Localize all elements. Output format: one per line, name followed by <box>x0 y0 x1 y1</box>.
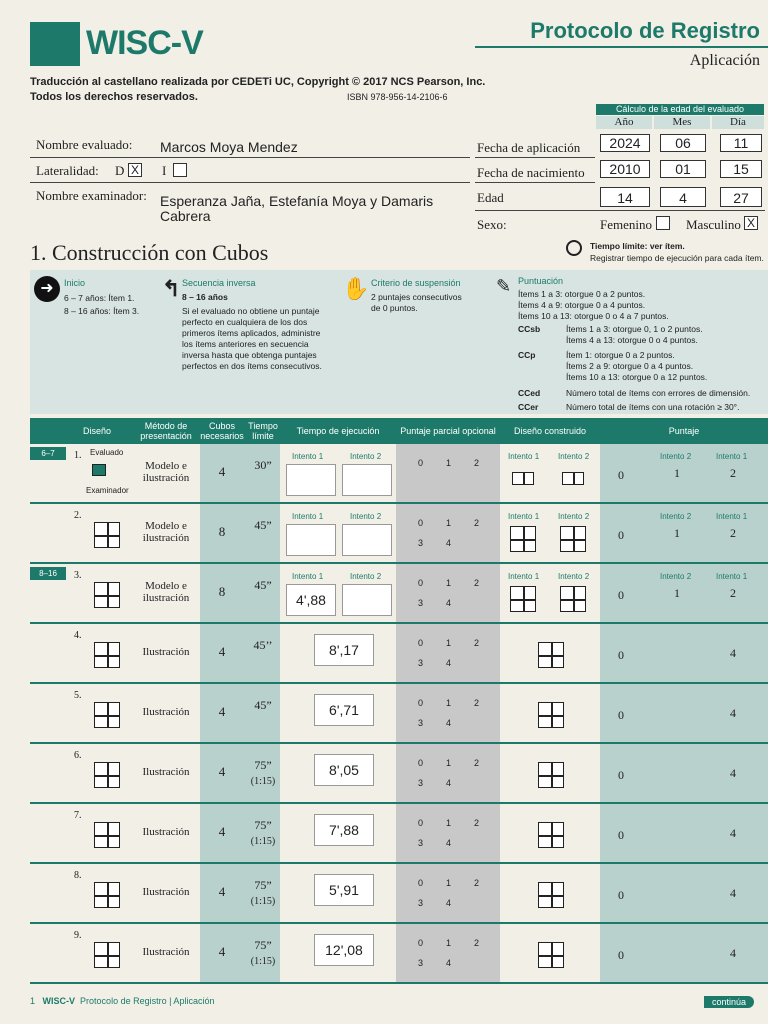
partial-score-option[interactable]: 4 <box>446 838 452 848</box>
partial-score-option[interactable]: 3 <box>418 838 424 848</box>
built-design[interactable] <box>538 642 564 668</box>
score-head-a: Intento 2 <box>660 572 692 581</box>
score-0[interactable]: 0 <box>618 828 624 842</box>
ccer-l1: Número total de ítems con una rotación ≥ 30°. <box>566 402 740 412</box>
method-cell: Ilustración <box>142 886 190 898</box>
partial-score-option[interactable]: 0 <box>418 578 424 588</box>
ccp-l3: Ítems 10 a 13: otorgue 0 a 12 puntos. <box>566 372 708 382</box>
app-year[interactable]: 2024 <box>600 134 650 152</box>
design-pattern-icon <box>94 942 120 968</box>
cubes-cell: 4 <box>218 944 226 959</box>
partial-score-option[interactable]: 3 <box>418 658 424 668</box>
time-limit-cell: 45” <box>254 517 272 532</box>
page-subtitle: Aplicación <box>689 52 760 69</box>
score-0[interactable]: 0 <box>618 768 624 782</box>
partial-score-option[interactable]: 4 <box>446 538 452 548</box>
examiner-label: Nombre examinador: <box>36 188 147 203</box>
item-number: 5. <box>74 690 82 701</box>
start-arrow-icon: ➜ <box>34 276 60 302</box>
exec-time[interactable]: 6',71 <box>314 694 374 726</box>
discontinue-l2: de 0 puntos. <box>371 303 418 313</box>
ccp-l1: Ítem 1: otorgue 0 a 2 puntos. <box>566 350 675 360</box>
score-column <box>600 444 768 984</box>
time-limit-cell: 45” <box>254 577 272 592</box>
divider <box>475 210 765 211</box>
rights-line: Todos los derechos reservados. <box>30 91 198 103</box>
score-2[interactable]: 2 <box>730 526 736 540</box>
score-1[interactable]: 1 <box>674 586 680 600</box>
laterality-d-label: D <box>115 163 125 178</box>
attempt-1-label: Intento 1 <box>292 452 324 461</box>
design-pattern-icon <box>94 642 120 668</box>
exec-time[interactable]: 8',17 <box>314 634 374 666</box>
exec-time[interactable]: 7',88 <box>314 814 374 846</box>
built-attempt-2-label: Intento 2 <box>558 512 590 521</box>
attempt-1-label: Intento 1 <box>292 572 324 581</box>
score-0[interactable]: 0 <box>618 888 624 902</box>
score-0[interactable]: 0 <box>618 468 624 482</box>
item-number: 2. <box>74 510 82 521</box>
th-time: Tiempo límite <box>248 421 278 441</box>
built-design-1[interactable] <box>510 526 536 552</box>
divider <box>475 157 595 158</box>
row-divider <box>30 562 768 564</box>
stopwatch-icon <box>566 240 582 256</box>
divider <box>475 182 595 183</box>
age-month[interactable]: 4 <box>660 187 706 207</box>
time-limit: Tiempo límite: ver ítem. <box>590 241 685 251</box>
discontinue-label: Criterio de suspensión <box>371 278 461 288</box>
partial-score-option[interactable]: 4 <box>446 658 452 668</box>
exec-time-attempt-1[interactable]: 4',88 <box>286 584 336 616</box>
score-head-b: Intento 1 <box>716 452 748 461</box>
score-0[interactable]: 0 <box>618 528 624 542</box>
built-design-1[interactable] <box>510 586 536 612</box>
partial-score-option[interactable]: 3 <box>418 958 424 968</box>
partial-score-option[interactable]: 1 <box>446 578 452 588</box>
partial-score-option[interactable]: 0 <box>418 878 424 888</box>
attempt-2-label: Intento 2 <box>350 512 382 521</box>
item-number: 7. <box>74 810 82 821</box>
partial-score-option[interactable]: 2 <box>474 458 480 468</box>
time-limit-cell: 45” <box>254 697 272 712</box>
reverse-l7: perfectos en dos ítems consecutivos. <box>182 361 322 371</box>
birth-year[interactable]: 2010 <box>600 160 650 178</box>
time-limit-alt: (1:15) <box>250 775 276 787</box>
scoring-l2: Ítems 4 a 9: otorgue 0 a 4 puntos. <box>518 300 646 310</box>
cubes-cell: 4 <box>218 824 226 839</box>
item-number: 6. <box>74 750 82 761</box>
score-4[interactable]: 4 <box>730 886 736 900</box>
discontinue-l1: 2 puntajes consecutivos <box>371 292 462 302</box>
laterality-i-checkbox[interactable] <box>173 163 187 177</box>
age-year[interactable]: 14 <box>600 187 650 207</box>
method-cell: Ilustración <box>142 766 190 778</box>
partial-score-option[interactable]: 0 <box>418 458 424 468</box>
th-design: Diseño <box>82 426 111 436</box>
female-label: Femenino <box>600 217 652 232</box>
start-line-2: 8 – 16 años: Ítem 3. <box>64 306 140 316</box>
footer <box>30 996 214 1006</box>
partial-score-option[interactable]: 3 <box>418 898 424 908</box>
partial-score-option[interactable]: 1 <box>446 818 452 828</box>
partial-score-option[interactable]: 3 <box>418 718 424 728</box>
ccp-label: CCp <box>518 350 536 360</box>
reverse-l6: inversa hasta que obtenga puntajes <box>182 350 317 360</box>
score-2[interactable]: 2 <box>730 466 736 480</box>
partial-score-option[interactable]: 0 <box>418 818 424 828</box>
copyright-line: Traducción al castellano realizada por CEDETi UC, Copyright © 2017 NCS Pearson, Inc. <box>30 76 486 88</box>
female-checkbox[interactable] <box>656 216 670 230</box>
score-head-a: Intento 2 <box>660 512 692 521</box>
ccsb-l2: Ítems 4 a 13: otorgue 0 o 4 puntos. <box>566 335 698 345</box>
footer-page: 1 <box>30 996 36 1006</box>
exec-time-attempt-2[interactable] <box>342 524 392 556</box>
row-divider <box>30 862 768 864</box>
time-limit-cell: 45’’ <box>253 637 273 652</box>
start-label: Inicio <box>64 278 86 288</box>
exec-time-attempt-1[interactable] <box>286 524 336 556</box>
scoring-l3: Ítems 10 a 13: otorgue 0 o 4 a 7 puntos. <box>518 311 669 321</box>
divider <box>30 157 470 158</box>
th-exec: Tiempo de ejecución <box>296 426 380 436</box>
row-divider <box>30 982 768 984</box>
th-partial: Puntaje parcial opcional <box>400 426 496 436</box>
partial-score-option[interactable]: 2 <box>474 698 480 708</box>
design-pattern-icon <box>94 522 120 548</box>
laterality-i-label: I <box>162 163 167 178</box>
partial-score-option[interactable]: 1 <box>446 938 452 948</box>
score-4[interactable]: 4 <box>730 766 736 780</box>
time-limit-cell: 30” <box>254 457 272 472</box>
partial-score-option[interactable]: 4 <box>446 898 452 908</box>
attempt-1-label: Intento 1 <box>292 512 324 521</box>
header-divider <box>475 46 768 48</box>
attempt-2-label: Intento 2 <box>350 452 382 461</box>
built-attempt-1-label: Intento 1 <box>508 512 540 521</box>
reverse-l1: 8 – 16 años <box>182 292 228 302</box>
stop-hand-icon: ✋ <box>342 276 370 301</box>
method-cell: Ilustración <box>142 826 190 838</box>
score-0[interactable]: 0 <box>618 588 624 602</box>
age-calc-title: Cálculo de la edad del evaluado <box>596 104 764 115</box>
male-label: Masculino <box>686 217 741 232</box>
design-pattern-icon <box>94 762 120 788</box>
cubes-cell: 4 <box>218 764 226 779</box>
exec-time[interactable]: 5',91 <box>314 874 374 906</box>
col-month: Mes <box>654 116 710 129</box>
th-score: Puntaje <box>668 426 700 436</box>
design-model-icon <box>92 464 106 476</box>
age-label: Edad <box>477 190 504 205</box>
cced-l1: Número total de ítems con errores de dimensión. <box>566 388 751 398</box>
partial-score-option[interactable]: 0 <box>418 938 424 948</box>
partial-score-option[interactable]: 3 <box>418 538 424 548</box>
built-design-1[interactable] <box>512 472 534 485</box>
sex-label: Sexo: <box>477 217 507 232</box>
age-day[interactable]: 27 <box>720 187 762 207</box>
partial-score-option[interactable]: 2 <box>474 758 480 768</box>
footer-brand: WISC-V <box>42 996 76 1006</box>
reverse-l3: perfecto en cualquiera de los dos <box>182 317 308 327</box>
built-attempt-2-label: Intento 2 <box>558 452 590 461</box>
score-head-a: Intento 2 <box>660 452 692 461</box>
item-number: 9. <box>74 930 82 941</box>
col-year: Año <box>596 116 652 129</box>
birth-day[interactable]: 15 <box>720 160 762 178</box>
score-4[interactable]: 4 <box>730 946 736 960</box>
th-method: Método de presentación <box>140 421 192 441</box>
reverse-l5: los ítems anteriores en secuencia <box>182 339 309 349</box>
ccp-l2: Ítems 2 a 9: otorgue 0 a 4 puntos. <box>566 361 694 371</box>
partial-score-option[interactable]: 1 <box>446 878 452 888</box>
row-divider <box>30 802 768 804</box>
method-cell: Ilustración <box>142 706 190 718</box>
item-number: 8. <box>74 870 82 881</box>
built-attempt-1-label: Intento 1 <box>508 452 540 461</box>
reverse-l4: primeros ítems aplicados, administre <box>182 328 321 338</box>
built-design-2[interactable] <box>560 586 586 612</box>
isbn: ISBN 978-956-14-2106-6 <box>347 92 448 102</box>
th-built: Diseño construido <box>513 426 587 436</box>
cubes-cell: 8 <box>218 584 226 599</box>
start-line-1: 6 – 7 años: Ítem 1. <box>64 293 135 303</box>
partial-score-option[interactable]: 0 <box>418 638 424 648</box>
partial-score-option[interactable]: 2 <box>474 638 480 648</box>
score-4[interactable]: 4 <box>730 706 736 720</box>
exec-time-attempt-2[interactable] <box>342 464 392 496</box>
score-4[interactable]: 4 <box>730 646 736 660</box>
row-divider <box>30 682 768 684</box>
reverse-l2: Si el evaluado no obtiene un puntaje <box>182 306 320 316</box>
score-1[interactable]: 1 <box>674 466 680 480</box>
th-cubes: Cubos necesarios <box>200 421 244 441</box>
partial-score-option[interactable]: 4 <box>446 958 452 968</box>
built-attempt-2-label: Intento 2 <box>558 572 590 581</box>
built-attempt-1-label: Intento 1 <box>508 572 540 581</box>
partial-score-option[interactable]: 4 <box>446 598 452 608</box>
pencil-icon: ✎ <box>496 276 512 296</box>
partial-score-option[interactable]: 2 <box>474 818 480 828</box>
exec-time[interactable]: 8',05 <box>314 754 374 786</box>
built-design[interactable] <box>538 942 564 968</box>
partial-score-option[interactable]: 1 <box>446 638 452 648</box>
cced-label: CCed <box>518 388 541 398</box>
score-0[interactable]: 0 <box>618 708 624 722</box>
partial-score-option[interactable]: 0 <box>418 758 424 768</box>
scoring-label: Puntuación <box>518 276 564 286</box>
design-pattern-icon <box>94 822 120 848</box>
age-tag-6-7: 6–7 <box>30 447 66 460</box>
score-1[interactable]: 1 <box>674 526 680 540</box>
exec-time[interactable]: 12',08 <box>314 934 374 966</box>
ccsb-l1: Ítems 1 a 3: otorgue 0, 1 o 2 puntos. <box>566 324 703 334</box>
row-divider <box>30 622 768 624</box>
partial-score-option[interactable]: 0 <box>418 698 424 708</box>
item-number: 1. <box>74 450 82 461</box>
partial-score-option[interactable]: 3 <box>418 598 424 608</box>
design-pattern-icon <box>94 702 120 728</box>
built-design[interactable] <box>538 762 564 788</box>
cubes-cell: 4 <box>218 884 226 899</box>
partial-score-option[interactable]: 2 <box>474 878 480 888</box>
partial-score-option[interactable]: 1 <box>446 458 452 468</box>
item-number: 4. <box>74 630 82 641</box>
exec-time-attempt-2[interactable] <box>342 584 392 616</box>
design-pattern-icon <box>94 582 120 608</box>
birth-date-label: Fecha de nacimiento <box>477 165 585 180</box>
divider <box>30 182 470 183</box>
partial-score-option[interactable]: 0 <box>418 518 424 528</box>
examiner-value[interactable]: Esperanza Jaña, Estefanía Moya y Damaris <box>160 193 434 209</box>
laterality-label: Lateralidad: <box>36 163 99 178</box>
time-limit-cell: 75” <box>254 937 272 952</box>
partial-score-option[interactable]: 2 <box>474 578 480 588</box>
partial-score-option[interactable]: 4 <box>446 718 452 728</box>
built-design[interactable] <box>538 882 564 908</box>
partial-score-option[interactable]: 4 <box>446 778 452 788</box>
score-0[interactable]: 0 <box>618 648 624 662</box>
partial-score-option[interactable]: 1 <box>446 518 452 528</box>
score-head-b: Intento 1 <box>716 572 748 581</box>
method-cell: Modelo e ilustración <box>142 460 190 484</box>
item-number: 3. <box>74 570 82 581</box>
score-4[interactable]: 4 <box>730 826 736 840</box>
age-tag-8-16: 8–16 <box>30 567 66 580</box>
reverse-arrow-icon: ↰ <box>162 276 181 301</box>
brand-title: WISC-V <box>86 24 203 62</box>
laterality-d-checkbox[interactable]: X <box>128 163 142 177</box>
wisc-logo-mark <box>30 22 80 66</box>
score-2[interactable]: 2 <box>730 586 736 600</box>
section-title: 1. Construcción con Cubos <box>30 240 269 265</box>
cubes-cell: 4 <box>218 644 226 659</box>
method-cell: Modelo e ilustración <box>142 520 190 544</box>
cubes-cell: 8 <box>218 524 226 539</box>
time-limit-cell: 75” <box>254 817 272 832</box>
reverse-label: Secuencia inversa <box>182 278 256 288</box>
app-day[interactable]: 11 <box>720 134 762 152</box>
evaluated-label: Evaluado <box>90 448 124 457</box>
exec-time-attempt-1[interactable] <box>286 464 336 496</box>
built-design[interactable] <box>538 702 564 728</box>
design-pattern-icon <box>94 882 120 908</box>
time-limit-cell: 75” <box>254 757 272 772</box>
row-divider <box>30 502 768 504</box>
method-cell: Ilustración <box>142 946 190 958</box>
birth-month[interactable]: 01 <box>660 160 706 178</box>
partial-score-option[interactable]: 3 <box>418 778 424 788</box>
built-design[interactable] <box>538 822 564 848</box>
time-limit-alt: (1:15) <box>250 955 276 967</box>
name-value[interactable]: Marcos Moya Mendez <box>160 139 298 155</box>
continue-tab[interactable]: continúa <box>704 996 754 1008</box>
page-title: Protocolo de Registro <box>530 18 760 43</box>
time-limit-alt: (1:15) <box>250 895 276 907</box>
male-checkbox[interactable]: X <box>744 216 758 230</box>
partial-score-option[interactable]: 2 <box>474 518 480 528</box>
time-limit-cell: 75” <box>254 877 272 892</box>
method-cell: Ilustración <box>142 646 190 658</box>
time-note: Registrar tiempo de ejecución para cada ítem. <box>590 253 764 263</box>
cubes-cell: 4 <box>218 704 226 719</box>
partial-score-option[interactable]: 1 <box>446 758 452 768</box>
cubes-cell: 4 <box>218 464 226 479</box>
method-cell: Modelo e ilustración <box>142 580 190 604</box>
row-divider <box>30 742 768 744</box>
row-divider <box>30 922 768 924</box>
ccer-label: CCer <box>518 402 539 412</box>
partial-score-option[interactable]: 2 <box>474 938 480 948</box>
attempt-2-label: Intento 2 <box>350 572 382 581</box>
examiner-label: Examinador <box>86 486 129 495</box>
col-day: Día <box>712 116 764 129</box>
time-limit-alt: (1:15) <box>250 835 276 847</box>
examiner-value-2[interactable]: Cabrera <box>160 208 211 224</box>
app-month[interactable]: 06 <box>660 134 706 152</box>
app-date-label: Fecha de aplicación <box>477 140 581 155</box>
partial-score-option[interactable]: 1 <box>446 698 452 708</box>
name-label: Nombre evaluado: <box>36 137 133 152</box>
footer-text: Protocolo de Registro | Aplicación <box>80 996 215 1006</box>
ccsb-label: CCsb <box>518 324 541 334</box>
built-design-2[interactable] <box>562 472 584 485</box>
built-design-2[interactable] <box>560 526 586 552</box>
scoring-l1: Ítems 1 a 3: otorgue 0 a 2 puntos. <box>518 289 646 299</box>
score-head-b: Intento 1 <box>716 512 748 521</box>
score-0[interactable]: 0 <box>618 948 624 962</box>
